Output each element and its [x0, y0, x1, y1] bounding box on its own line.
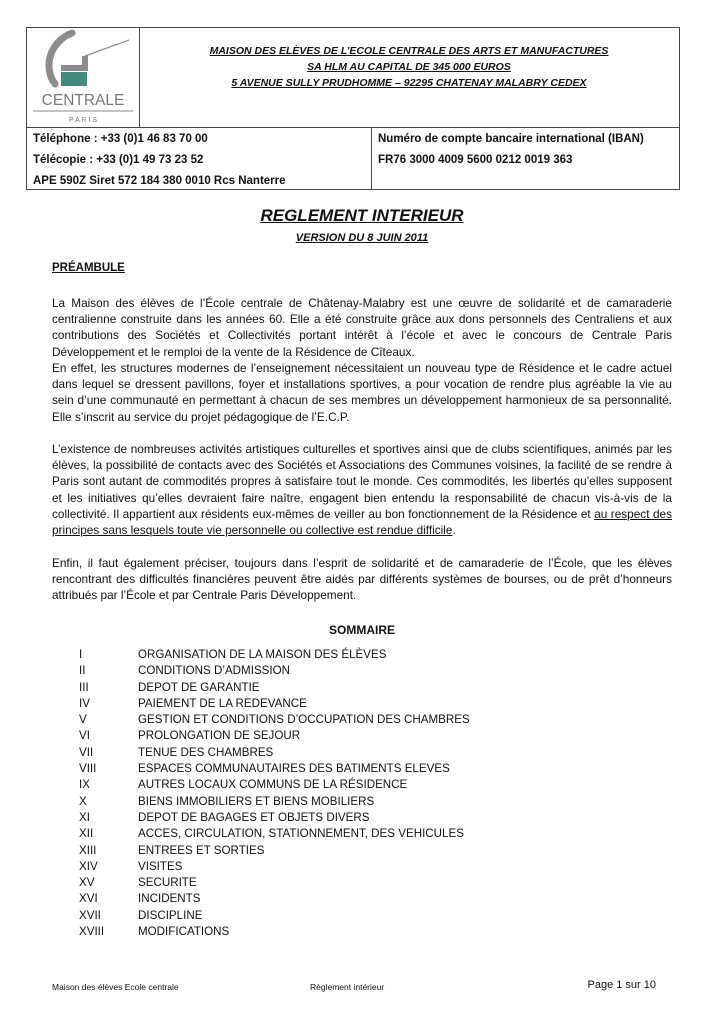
toc-entry-number: IX — [79, 778, 90, 792]
footer-left: Maison des élèves Ecole centrale — [52, 982, 179, 992]
toc-entry — [79, 696, 499, 712]
toc-entry — [79, 745, 499, 761]
toc-entry-number: X — [79, 794, 87, 808]
toc-entry — [79, 794, 499, 810]
toc-entry-label: DEPOT DE GARANTIE — [138, 680, 260, 694]
toc-entry-number: XV — [79, 876, 95, 890]
centrale-paris-logo — [27, 28, 139, 128]
org-address: 5 AVENUE SULLY PRUDHOMME – 92295 CHATENAY MALABRY CEDEX — [231, 77, 587, 89]
organisation-block — [139, 28, 679, 128]
preamble-heading: PRÉAMBULE — [52, 262, 125, 274]
toc-entry-label: INCIDENTS — [138, 892, 201, 906]
toc-entry — [79, 859, 499, 875]
toc-entry-number: XIV — [79, 859, 98, 873]
toc-entry — [79, 647, 499, 663]
toc-entry — [79, 891, 499, 907]
toc-entry-number: XI — [79, 810, 90, 824]
toc-entry-label: DISCIPLINE — [138, 908, 203, 922]
paragraph-3-underlined: au respect des principes sans lesquels toute vie personnelle ou collective est rendue difficile — [52, 506, 672, 538]
toc-entry — [79, 712, 499, 728]
toc-entry-number: XII — [79, 827, 94, 841]
toc-entry-label: TENUE DES CHAMBRES — [138, 745, 274, 759]
toc-entry-label: MODIFICATIONS — [138, 925, 230, 939]
toc-entry-label: PROLONGATION DE SEJOUR — [138, 729, 301, 743]
toc-entry-label: ESPACES COMMUNAUTAIRES DES BATIMENTS ELEVES — [138, 762, 450, 776]
paragraph-3-end: . — [452, 523, 456, 538]
toc-entry — [79, 680, 499, 696]
page-number: Page 1 sur 10 — [587, 979, 656, 991]
siret-number: APE 590Z Siret 572 184 380 0010 Rcs Nanterre — [33, 175, 286, 187]
logo-subtext: P A R I S — [69, 117, 97, 124]
document-version: VERSION DU 8 JUIN 2011 — [295, 232, 429, 244]
toc-entry-number: III — [79, 680, 89, 694]
toc-entry-label: BIENS IMMOBILIERS ET BIENS MOBILIERS — [138, 794, 375, 808]
toc-entry-number: VII — [79, 745, 94, 759]
toc-entry-label: PAIEMENT DE LA REDEVANCE — [138, 696, 307, 710]
toc-entry-label: GESTION ET CONDITIONS D’OCCUPATION DES CHAMBRES — [138, 713, 470, 727]
preamble-paragraph-2: En effet, les structures modernes de l’enseignement nécessitaient un nouveau type de Résidence et le cadre actuel dans lequel se dressent pavillons, foyer et installations sportives, a pour vocation de rendre plus agréable la vie au sein d’une communauté en permettant à chacun de ses membres un développement harmonieux de sa personnalité. Elle s’inscrit au service du projet pédagogique de l’E.C.P. — [52, 361, 672, 424]
document-title: REGLEMENT INTERIEUR — [260, 206, 464, 225]
toc-entry-label: SECURITE — [138, 876, 197, 890]
toc-entry-label: ACCES, CIRCULATION, STATIONNEMENT, DES VEHICULES — [138, 827, 464, 841]
org-name: MAISON DES ELÈVES DE L’ECOLE CENTRALE DES ARTS ET MANUFACTURES — [209, 45, 609, 57]
toc-entry-label: ENTREES ET SORTIES — [138, 843, 265, 857]
org-capital: SA HLM AU CAPITAL DE 345 000 EUROS — [307, 61, 511, 73]
toc-entry-number: XVIII — [79, 925, 105, 939]
fax-number: Télécopie : +33 (0)1 49 73 23 52 — [33, 154, 204, 166]
paragraph-3-text: L’existence de nombreuses activités artistiques culturelles et sportives ainsi que de clubs scientifiques, animés par les élèves, la possibilité de contacts avec des Sociétés et Associations des Communes voisines, la facilité de se rendre à Paris sont autant de commodités propres à satisfaire tout le monde. Ces commodités, les libertés qu’elles supposent et les initiatives qu’elles devraient faire naître, engagent bien entendu la responsabilité de chacun vis-à-vis de la collectivité. Il appartient aux résidents eux-mêmes de veiller au bon fonctionnement de la Résidence et — [52, 442, 672, 521]
sommaire-heading: SOMMAIRE — [329, 623, 395, 637]
toc-entry-label: ORGANISATION DE LA MAISON DES ÉLÈVES — [138, 648, 387, 661]
bank-block — [372, 128, 679, 189]
preamble-paragraph-4: Enfin, il faut également préciser, toujours dans l’esprit de solidarité et de camaraderie de l’École, que les élèves rencontrant des difficultés financières peuvent être aidés par différents systèmes de bourses, ou de prêt d’honneurs attribués par l’École et par Centrale Paris Développement. — [52, 556, 672, 603]
footer-center: Règlement intérieur — [310, 982, 385, 992]
toc-entry-number: XIII — [79, 843, 97, 857]
toc-entry-label: AUTRES LOCAUX COMMUNS DE LA RÉSIDENCE — [138, 778, 408, 792]
toc-entry-number: II — [79, 664, 86, 678]
toc-entry — [79, 777, 499, 793]
toc-entry-label: DEPOT DE BAGAGES ET OBJETS DIVERS — [138, 810, 370, 824]
table-of-contents — [79, 647, 499, 940]
preamble-paragraph-3 — [52, 441, 672, 538]
toc-entry-label: CONDITIONS D’ADMISSION — [138, 664, 291, 678]
logo-cell — [27, 28, 140, 128]
toc-entry — [79, 924, 499, 940]
toc-entry-number: V — [79, 713, 87, 727]
toc-entry — [79, 826, 499, 842]
toc-entry-number: I — [79, 648, 83, 661]
toc-entry — [79, 728, 499, 744]
toc-entry — [79, 875, 499, 891]
toc-entry-number: IV — [79, 696, 90, 710]
toc-entry-number: VIII — [79, 762, 97, 776]
toc-entry — [79, 908, 499, 924]
toc-entry-label: VISITES — [138, 859, 183, 873]
iban-number: FR76 3000 4009 5600 0212 0019 363 — [378, 154, 573, 166]
contact-block — [27, 128, 372, 189]
toc-entry-number: XVI — [79, 892, 98, 906]
toc-entry-number: VI — [79, 729, 90, 743]
letterhead — [26, 27, 680, 190]
toc-entry — [79, 761, 499, 777]
toc-entry — [79, 843, 499, 859]
preamble-paragraph-1: La Maison des élèves de l’École centrale de Châtenay-Malabry est une œuvre de solidarité et de camaraderie centralienne construite dans les années 60. Elle a été construite grâce aux dons personnels des Centraliens et aux contributions des Sociétés et Collectivités portant intérêt à l’école et avec le concours de Centrale Paris Développement et le remploi de la vente de la Résidence de Cîteaux. — [52, 296, 672, 359]
phone-number: Téléphone : +33 (0)1 46 83 70 00 — [33, 133, 208, 145]
toc-entry-number: XVII — [79, 908, 101, 922]
logo-text: CENTRALE — [41, 92, 125, 109]
contact-row — [27, 127, 679, 189]
toc-entry — [79, 810, 499, 826]
toc-entry — [79, 663, 499, 679]
iban-label: Numéro de compte bancaire international (IBAN) — [378, 133, 644, 145]
